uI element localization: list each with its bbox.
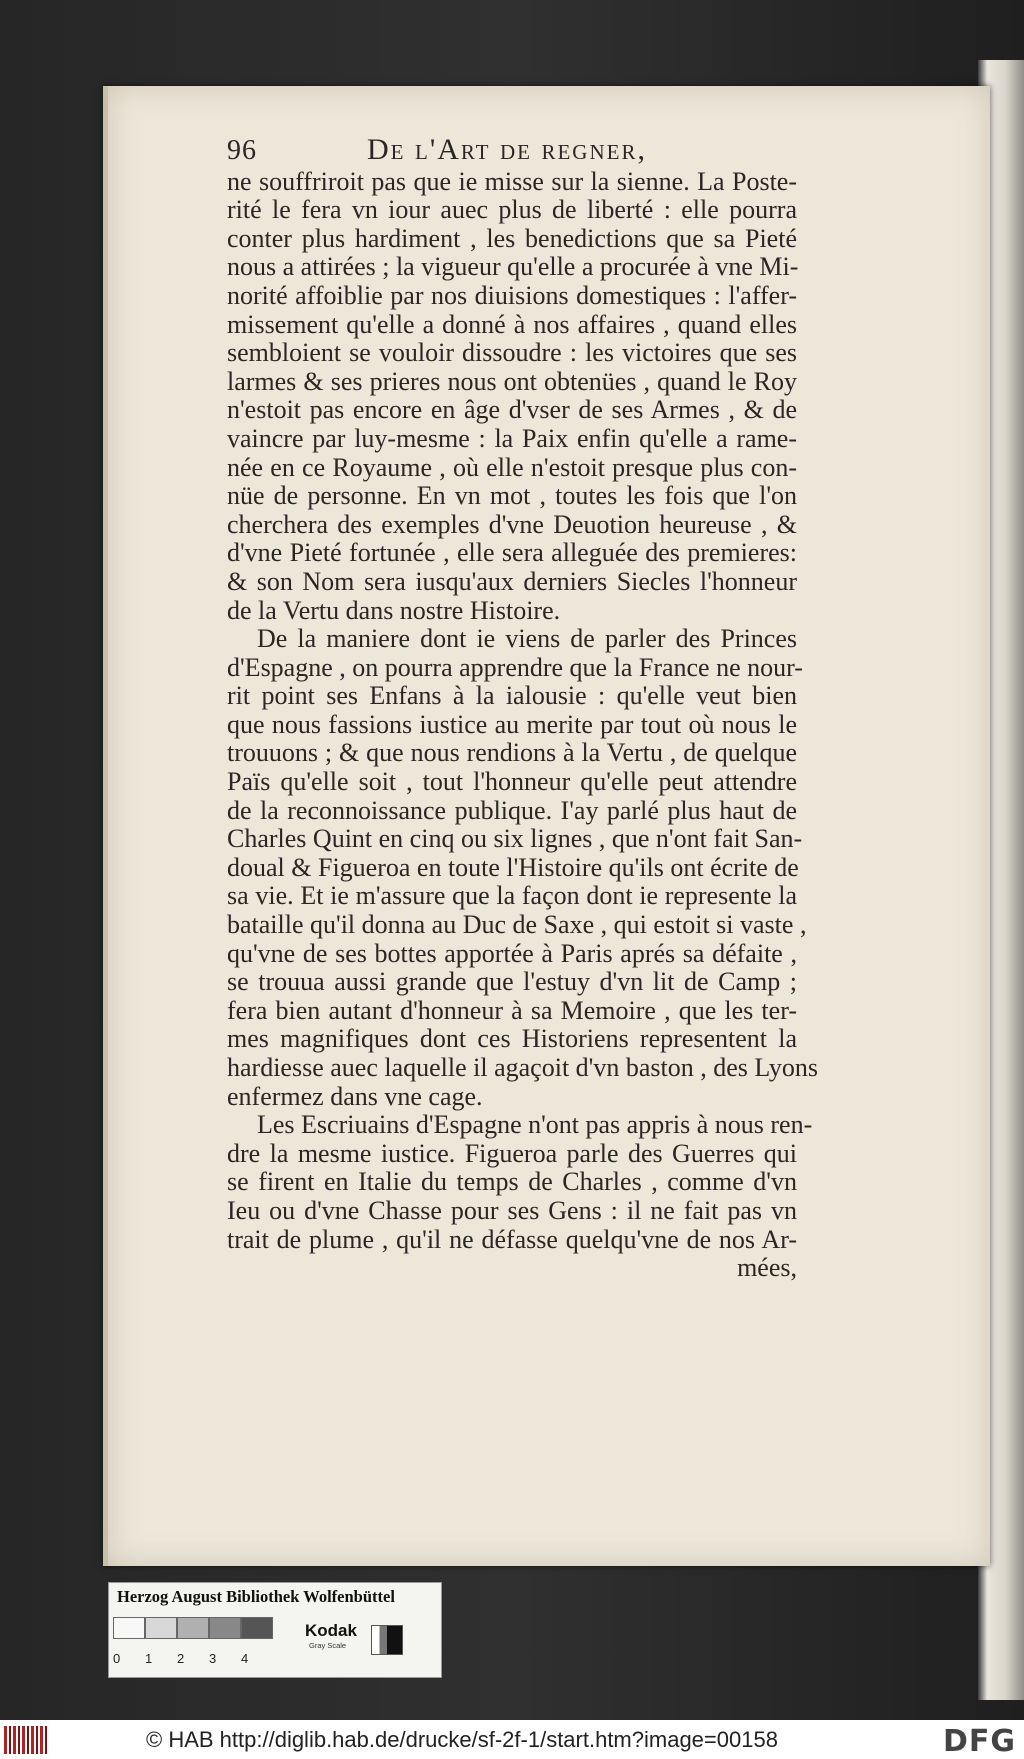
text-line: larmes & ses prieres nous ont obtenües , quand le Roy <box>227 366 797 396</box>
text-line: mes magnifiques dont ces Historiens representent la <box>227 1024 797 1054</box>
text-line: Charles Quint en cinq ou six lignes , que n'ont fait San- <box>227 824 803 854</box>
text-line: vaincre par luy-mesme : la Paix enfin qu'elle a rame- <box>227 423 797 453</box>
catchword: mées, <box>737 1253 797 1283</box>
text-line: hardiesse auec laquelle il agaçoit d'vn baston , des Lyons <box>227 1053 818 1082</box>
text-line: d'Espagne , on pourra apprendre que la France ne nour- <box>227 652 803 682</box>
text-line: enfermez dans vne cage. <box>227 1081 483 1111</box>
kodak-logo: Kodak <box>305 1621 357 1640</box>
running-head: De l'Art de regner, <box>367 133 647 166</box>
hab-barcode-icon <box>4 1726 48 1754</box>
scale-ticks <box>113 1651 273 1666</box>
text-line: se trouua aussi grande que l'estuy d'vn lit de Camp ; <box>227 967 797 997</box>
scale-tick: 1 <box>145 1651 153 1666</box>
text-line: d'vne Pieté fortunée , elle sera alleguée des premieres: <box>227 538 797 568</box>
text-line: de la reconnoissance publique. I'ay parlé plus haut de <box>227 795 797 825</box>
scale-tick: 4 <box>241 1651 249 1666</box>
text-line: Les Escriuains d'Espagne n'ont pas appris à nous ren- <box>257 1110 813 1140</box>
scale-tick: 0 <box>113 1651 121 1666</box>
text-line: dre la mesme iustice. Figueroa parle des Guerres qui <box>227 1138 797 1168</box>
library-name: Herzog August Bibliothek Wolfenbüttel <box>117 1587 395 1606</box>
scale-tick: 3 <box>209 1651 217 1666</box>
gray-patch <box>209 1617 241 1639</box>
page-header <box>227 133 797 166</box>
source-link[interactable]: © HAB http://diglib.hab.de/drucke/sf-2f-1/start.htm?image=00158 <box>146 1727 778 1752</box>
text-line: qu'vne de ses bottes apportée à Paris aprés sa défaite , <box>227 938 797 968</box>
color-calibration-label <box>108 1582 442 1678</box>
text-line: trait de plume , qu'il ne défasse quelqu'vne de nos Ar- <box>227 1224 797 1254</box>
text-line: de la Vertu dans nostre Histoire. <box>227 595 561 625</box>
text-line: se firent en Italie du temps de Charles , comme d'vn <box>227 1167 797 1197</box>
text-line: rité le fera vn iour auec plus de liberté : elle pourra <box>227 195 797 225</box>
text-line: De la maniere dont ie viens de parler des Princes <box>257 624 797 654</box>
text-line: doual & Figueroa en toute l'Histoire qu'ils ont écrite de <box>227 852 799 882</box>
text-line: trouuons ; & que nous rendions à la Vertu , de quelque <box>227 738 797 768</box>
text-line: & son Nom sera iusqu'aux derniers Siecles l'honneur <box>227 566 797 596</box>
dfg-logo: DFG <box>942 1724 1016 1759</box>
text-line: missement qu'elle a donné à nos affaires , quand elles <box>227 309 797 339</box>
text-line: Ieu ou d'vne Chasse pour ses Gens : il ne fait pas vn <box>227 1195 797 1225</box>
text-line: cherchera des exemples d'vne Deuotion heureuse , & <box>227 509 797 539</box>
gray-scale-caption: Gray Scale <box>309 1641 347 1650</box>
text-line: norité affoiblie par nos diuisions domestiques : l'affer- <box>227 280 797 310</box>
text-line: que nous fassions iustice au merite par tout où nous le <box>227 709 797 739</box>
text-line: sembloient se vouloir dissoudre : les victoires que ses <box>227 338 797 368</box>
page-number: 96 <box>227 135 257 166</box>
text-line: née en ce Royaume , où elle n'estoit presque plus con- <box>227 452 797 482</box>
text-line: rit point ses Enfans à la ialousie : qu'elle veut bien <box>227 681 797 711</box>
page-text <box>227 133 818 1283</box>
gray-patch <box>177 1617 209 1639</box>
text-line: n'estoit pas encore en âge d'vser de ses Armes , & de <box>227 395 797 425</box>
text-line: fera bien autant d'honneur à sa Memoire , que les ter- <box>227 995 797 1025</box>
text-line: ne souffriroit pas que ie misse sur la sienne. La Poste- <box>227 166 797 196</box>
text-line: nous a attirées ; la vigueur qu'elle a procurée à vne Mi- <box>227 252 799 282</box>
contrast-chip <box>371 1625 403 1655</box>
text-line: conter plus hardiment , les benedictions que sa Pieté <box>227 223 797 253</box>
text-line: sa vie. Et ie m'assure que la façon dont ie represente la <box>227 881 797 911</box>
gray-patch <box>145 1617 177 1639</box>
gray-scale-strip <box>113 1617 273 1639</box>
footer-bar <box>0 1720 1024 1759</box>
gray-patch <box>113 1617 145 1639</box>
text-line: nüe de personne. En vn mot , toutes les fois que l'on <box>227 481 797 511</box>
scale-tick: 2 <box>177 1651 185 1666</box>
gray-patch <box>241 1617 273 1639</box>
text-line: bataille qu'il donna au Duc de Saxe , qui estoit si vaste , <box>227 910 807 940</box>
text-line: Païs qu'elle soit , tout l'honneur qu'elle peut attendre <box>227 767 797 797</box>
